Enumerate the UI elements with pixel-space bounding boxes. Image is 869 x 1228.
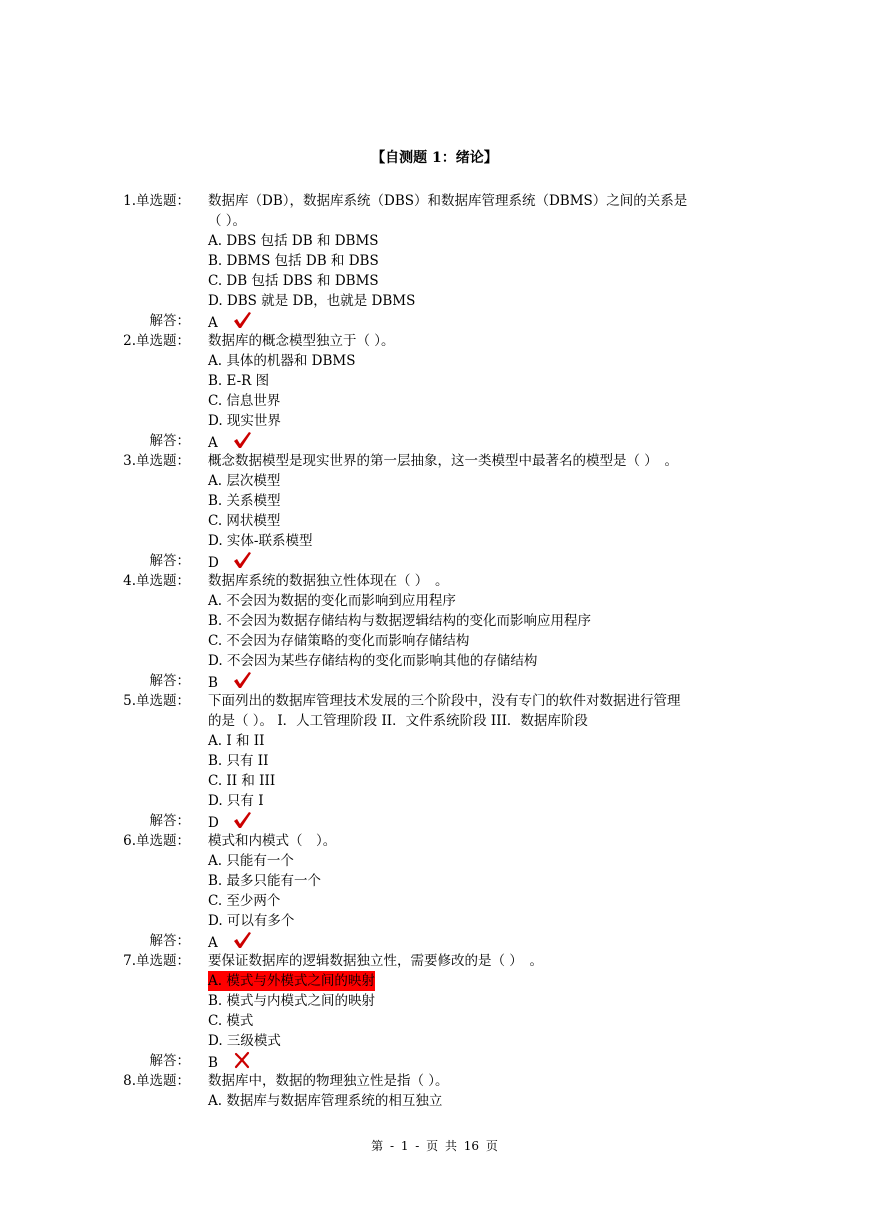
answer-label: 解答：: [149, 813, 190, 829]
option-text: D. 现实世界: [208, 413, 281, 429]
question-stem-row: [0, 691, 869, 711]
question-block: [0, 191, 869, 331]
check-icon: [232, 311, 252, 329]
answer-label: 解答：: [149, 313, 190, 329]
option-text: A. 具体的机器和 DBMS: [208, 353, 356, 369]
option-text: A. 模式与外模式之间的映射: [208, 973, 375, 989]
option-row: [0, 591, 869, 611]
option-text: A. DBS 包括 DB 和 DBMS: [208, 233, 379, 249]
option-row: [0, 1031, 869, 1051]
answer-row: [0, 551, 869, 571]
cross-icon: [232, 1051, 252, 1069]
question-stem-text: 的是（ ）。 I．人工管理阶段 II．文件系统阶段 III．数据库阶段: [208, 713, 588, 729]
answer-value: D: [208, 555, 219, 571]
option-row: [0, 231, 869, 251]
question-stem-row: [0, 451, 869, 471]
option-row: [0, 731, 869, 751]
question-stem-text: 模式和内模式（ ）。: [208, 833, 337, 849]
option-text: C. 网状模型: [208, 513, 281, 529]
option-text: D. 可以有多个: [208, 913, 295, 929]
option-row: [0, 771, 869, 791]
option-row: [0, 531, 869, 551]
option-text: C. 不会因为存储策略的变化而影响存储结构: [208, 633, 470, 649]
answer-value: A: [208, 935, 218, 951]
option-row: [0, 871, 869, 891]
option-text: A. I 和 II: [208, 733, 265, 749]
option-text: B. 模式与内模式之间的映射: [208, 993, 376, 1009]
option-text: C. 至少两个: [208, 893, 281, 909]
question-stem-text: 数据库的概念模型独立于（ ）。: [208, 333, 395, 349]
option-text: C. 信息世界: [208, 393, 281, 409]
check-icon: [232, 671, 252, 689]
check-icon: [232, 431, 252, 449]
question-number-label: 3.单选题：: [123, 453, 190, 469]
option-text: C. II 和 III: [208, 773, 276, 789]
question-stem-row: [0, 331, 869, 351]
answer-value: A: [208, 435, 218, 451]
question-stem-text: 数据库（DB），数据库系统（DBS）和数据库管理系统（DBMS）之间的关系是: [208, 193, 688, 209]
page-footer: 第 - 1 - 页 共 16 页: [371, 1139, 498, 1153]
option-text: B. 最多只能有一个: [208, 873, 322, 889]
option-text: D. DBS 就是 DB，也就是 DBMS: [208, 293, 416, 309]
question-number-label: 6.单选题：: [123, 833, 190, 849]
option-row: [0, 991, 869, 1011]
answer-value: B: [208, 675, 218, 691]
answer-value: A: [208, 315, 218, 331]
option-row: [0, 411, 869, 431]
answer-label: 解答：: [149, 673, 190, 689]
question-stem-text: 下面列出的数据库管理技术发展的三个阶段中，没有专门的软件对数据进行管理: [208, 693, 681, 709]
answer-row: [0, 811, 869, 831]
option-text: D. 只有 I: [208, 793, 264, 809]
answer-label: 解答：: [149, 933, 190, 949]
option-row: [0, 851, 869, 871]
option-text: A. 只能有一个: [208, 853, 294, 869]
option-text: B. 关系模型: [208, 493, 281, 509]
option-row: [0, 611, 869, 631]
answer-value: B: [208, 1055, 218, 1071]
question-number-label: 4.单选题：: [123, 573, 190, 589]
question-stem-row: [0, 191, 869, 211]
question-block: [0, 1071, 869, 1111]
answer-label: 解答：: [149, 553, 190, 569]
question-stem-text: （ ）。: [208, 213, 247, 229]
option-text: A. 数据库与数据库管理系统的相互独立: [208, 1093, 443, 1109]
question-block: [0, 691, 869, 831]
option-row: [0, 351, 869, 371]
option-text: B. 不会因为数据存储结构与数据逻辑结构的变化而影响应用程序: [208, 613, 592, 629]
option-text: D. 实体-联系模型: [208, 533, 313, 549]
question-block: [0, 451, 869, 571]
option-text: A. 层次模型: [208, 473, 281, 489]
question-stem-text: 数据库中，数据的物理独立性是指（ ）。: [208, 1073, 449, 1089]
option-text: B. DBMS 包括 DB 和 DBS: [208, 253, 379, 269]
option-row: [0, 251, 869, 271]
answer-value: D: [208, 815, 219, 831]
question-stem-row: [0, 711, 869, 731]
option-text: B. E-R 图: [208, 373, 270, 389]
answer-row: [0, 431, 869, 451]
question-block: [0, 571, 869, 691]
question-stem-text: 要保证数据库的逻辑数据独立性，需要修改的是（ ） 。: [208, 953, 544, 969]
option-text: B. 只有 II: [208, 753, 269, 769]
question-stem-row: [0, 571, 869, 591]
option-row: [0, 1091, 869, 1111]
question-block: [0, 831, 869, 951]
option-row: [0, 471, 869, 491]
option-row: [0, 1011, 869, 1031]
option-row: [0, 511, 869, 531]
option-row: [0, 911, 869, 931]
option-row: [0, 491, 869, 511]
option-text: C. DB 包括 DBS 和 DBMS: [208, 273, 379, 289]
question-number-label: 1.单选题：: [123, 193, 190, 209]
answer-label: 解答：: [149, 433, 190, 449]
option-row: [0, 271, 869, 291]
option-row: [0, 291, 869, 311]
question-stem-text: 概念数据模型是现实世界的第一层抽象，这一类模型中最著名的模型是（ ） 。: [208, 453, 679, 469]
question-number-label: 5.单选题：: [123, 693, 190, 709]
question-block: [0, 951, 869, 1071]
answer-row: [0, 1051, 869, 1071]
question-stem-row: [0, 1071, 869, 1091]
check-icon: [232, 811, 252, 829]
option-row: [0, 371, 869, 391]
option-row: [0, 391, 869, 411]
answer-row: [0, 311, 869, 331]
answer-label: 解答：: [149, 1053, 190, 1069]
question-number-label: 2.单选题：: [123, 333, 190, 349]
check-icon: [232, 931, 252, 949]
answer-row: [0, 931, 869, 951]
option-text: C. 模式: [208, 1013, 254, 1029]
page-title: 【自测题 1：绪论】: [371, 150, 498, 166]
check-icon: [232, 551, 252, 569]
option-text: A. 不会因为数据的变化而影响到应用程序: [208, 593, 456, 609]
option-row: [0, 791, 869, 811]
option-row: [0, 971, 869, 991]
option-row: [0, 631, 869, 651]
question-stem-row: [0, 831, 869, 851]
answer-row: [0, 671, 869, 691]
question-stem-row: [0, 211, 869, 231]
option-row: [0, 891, 869, 911]
option-text: D. 不会因为某些存储结构的变化而影响其他的存储结构: [208, 653, 538, 669]
option-text: D. 三级模式: [208, 1033, 281, 1049]
question-block: [0, 331, 869, 451]
option-row: [0, 651, 869, 671]
question-stem-text: 数据库系统的数据独立性体现在（ ） 。: [208, 573, 449, 589]
question-stem-row: [0, 951, 869, 971]
question-number-label: 7.单选题：: [123, 953, 190, 969]
question-number-label: 8.单选题：: [123, 1073, 190, 1089]
option-row: [0, 751, 869, 771]
